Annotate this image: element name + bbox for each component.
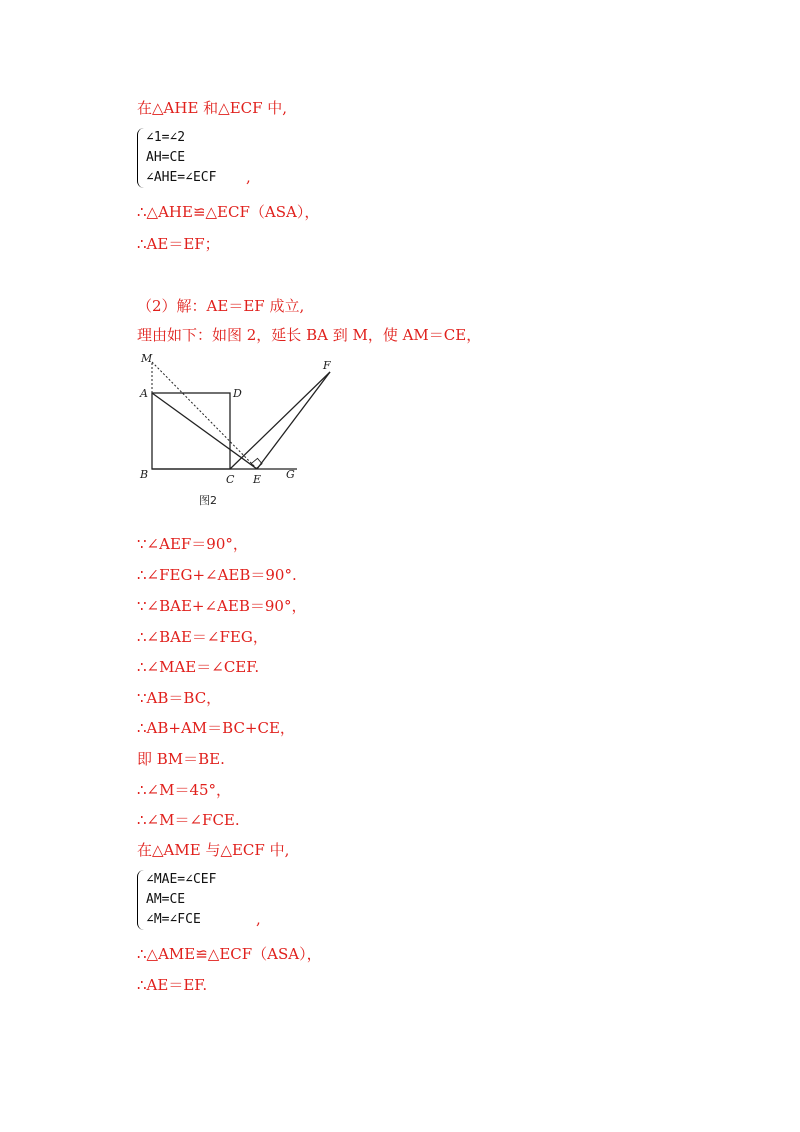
system-1-row-3: ∠AHE=∠ECF bbox=[146, 170, 217, 185]
system-2-row-3: ∠M=∠FCE bbox=[146, 912, 201, 927]
square-abcd bbox=[152, 393, 230, 469]
equation-system-1 bbox=[137, 128, 251, 188]
label-d: D bbox=[233, 387, 242, 400]
label-f: F bbox=[323, 359, 331, 372]
geometry-figure-2 bbox=[135, 352, 335, 512]
conclusion-1a: ∴△AHE≌△ECF（ASA）， bbox=[137, 203, 320, 221]
line-cf bbox=[230, 372, 330, 469]
system-2-row-1: ∠MAE=∠CEF bbox=[146, 872, 217, 887]
conclusion-2b: ∴AE＝EF. bbox=[137, 976, 208, 994]
step-1: ∵∠AEF＝90°， bbox=[137, 535, 248, 553]
part2-heading: （2）解：AE＝EF 成立, bbox=[137, 297, 305, 315]
step-11: 在△AME 与△ECF 中, bbox=[137, 841, 290, 859]
step-10: ∴∠M＝∠FCE. bbox=[137, 811, 240, 829]
step-6: ∵AB＝BC， bbox=[137, 689, 222, 707]
conclusion-1b: ∴AE＝EF； bbox=[137, 235, 220, 253]
system-1-row-2: AH=CE bbox=[146, 150, 186, 165]
system-2-tail: , bbox=[256, 910, 261, 928]
equation-system-2 bbox=[137, 870, 261, 930]
intro-line-1: 在△AHE 和△ECF 中, bbox=[137, 99, 288, 117]
label-m: M bbox=[141, 352, 153, 365]
label-a: A bbox=[140, 387, 148, 400]
conclusion-2a: ∴△AME≌△ECF（ASA）， bbox=[137, 945, 322, 963]
step-5: ∴∠MAE＝∠CEF. bbox=[137, 658, 260, 676]
label-b: B bbox=[140, 468, 149, 481]
step-4: ∴∠BAE＝∠FEG， bbox=[137, 628, 268, 646]
label-e: E bbox=[253, 473, 262, 486]
system-1-row-1: ∠1=∠2 bbox=[146, 130, 186, 145]
step-3: ∵∠BAE+∠AEB＝90°， bbox=[137, 597, 307, 615]
part2-reason: 理由如下：如图 2，延长 BA 到 M，使 AM＝CE， bbox=[137, 326, 482, 344]
line-me bbox=[152, 362, 257, 469]
figure-caption: 图2 bbox=[199, 494, 217, 507]
step-7: ∴AB+AM＝BC+CE， bbox=[137, 719, 295, 737]
label-c: C bbox=[226, 473, 235, 486]
label-g: G bbox=[286, 468, 295, 481]
step-2: ∴∠FEG+∠AEB＝90°. bbox=[137, 566, 297, 584]
step-8: 即 BM＝BE. bbox=[137, 750, 225, 768]
step-9: ∴∠M＝45°， bbox=[137, 781, 232, 799]
system-1-tail: , bbox=[246, 168, 251, 186]
line-ef bbox=[257, 372, 330, 469]
system-2-row-2: AM=CE bbox=[146, 892, 186, 907]
